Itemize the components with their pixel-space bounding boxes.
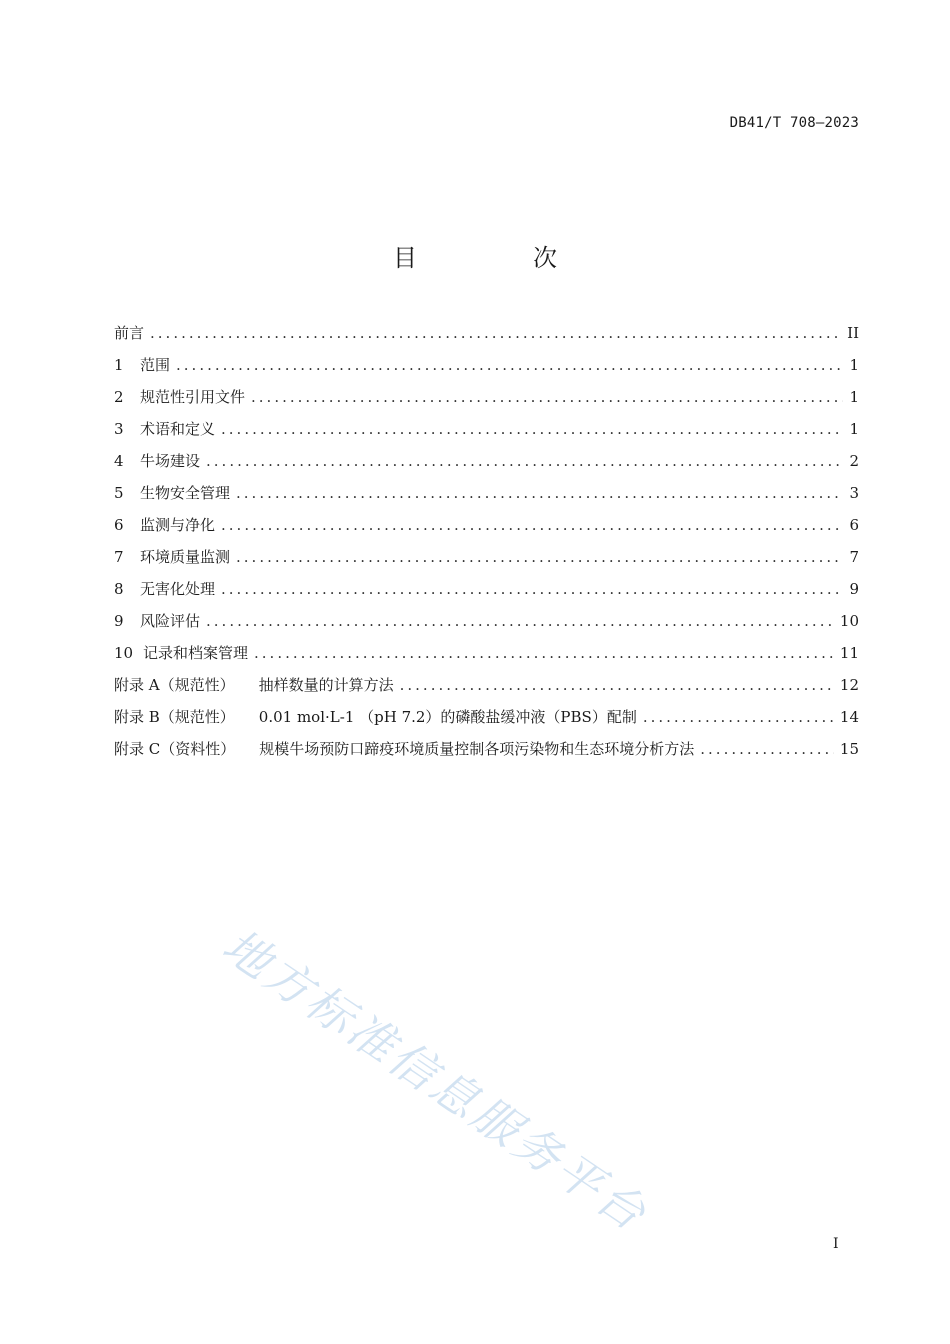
- toc-entry-title: 生物安全管理: [140, 484, 231, 502]
- toc-entry[interactable]: [114, 642, 859, 674]
- toc-entry[interactable]: [114, 738, 859, 770]
- toc-entry[interactable]: [114, 386, 859, 418]
- toc-entry-title: 规模牛场预防口蹄疫环境质量控制各项污染物和生态环境分析方法: [259, 740, 695, 758]
- toc-entry[interactable]: [114, 514, 859, 546]
- toc-entry-number: 10: [114, 644, 134, 662]
- toc-leader-dots: [236, 484, 843, 502]
- toc-entry-page: 12: [839, 676, 859, 694]
- toc-entry-number: 5: [114, 484, 124, 502]
- toc-entry[interactable]: [114, 450, 859, 482]
- toc-leader-dots: [221, 580, 843, 598]
- toc-entry-title: 记录和档案管理: [143, 644, 249, 662]
- page-title: 目 次: [393, 244, 603, 272]
- toc-entry[interactable]: [114, 610, 859, 642]
- toc-entry-page: 1: [849, 388, 859, 406]
- toc-entry-appendix-label: 附录 A（规范性）: [114, 676, 235, 694]
- toc-entry-page: 10: [839, 612, 859, 630]
- toc-entry-number: 6: [114, 516, 124, 534]
- toc-entry-page: 11: [839, 644, 859, 662]
- toc-entry-number: 2: [114, 388, 124, 406]
- toc-entry-page: 3: [849, 484, 859, 502]
- page-number: I: [833, 1236, 839, 1252]
- toc-entry[interactable]: [114, 674, 859, 706]
- toc-entry-page: II: [847, 324, 859, 342]
- toc-entry[interactable]: [114, 482, 859, 514]
- table-of-contents: [114, 322, 859, 770]
- toc-entry-title: 术语和定义: [140, 420, 216, 438]
- toc-leader-dots: [236, 548, 843, 566]
- toc-entry[interactable]: [114, 578, 859, 610]
- toc-entry[interactable]: [114, 322, 859, 354]
- toc-leader-dots: [206, 452, 843, 470]
- toc-entry-title: 监测与净化: [140, 516, 216, 534]
- toc-entry-appendix-label: 附录 C（资料性）: [114, 740, 236, 758]
- toc-entry-title: 环境质量监测: [140, 548, 231, 566]
- toc-leader-dots: [176, 356, 843, 374]
- toc-entry-title: 牛场建设: [140, 452, 201, 470]
- toc-entry-number: 1: [114, 356, 124, 374]
- toc-entry[interactable]: [114, 354, 859, 386]
- toc-entry-number: 8: [114, 580, 124, 598]
- toc-entry-page: 6: [849, 516, 859, 534]
- toc-entry-number: 3: [114, 420, 124, 438]
- toc-entry-page: 7: [849, 548, 859, 566]
- toc-leader-dots: [150, 324, 841, 342]
- toc-entry-title: 0.01 mol·L-1 （pH 7.2）的磷酸盐缓冲液（PBS）配制: [258, 708, 637, 726]
- toc-entry-page: 1: [849, 420, 859, 438]
- toc-entry-page: 15: [839, 740, 859, 758]
- toc-entry[interactable]: [114, 546, 859, 578]
- toc-leader-dots: [254, 644, 834, 662]
- toc-entry-number: 7: [114, 548, 124, 566]
- toc-leader-dots: [251, 388, 843, 406]
- toc-entry[interactable]: [114, 418, 859, 450]
- toc-leader-dots: [643, 708, 834, 726]
- document-code: DB41/T 708—2023: [729, 115, 859, 131]
- toc-leader-dots: [221, 420, 843, 438]
- toc-entry-number: 4: [114, 452, 124, 470]
- toc-leader-dots: [700, 740, 834, 758]
- toc-leader-dots: [400, 676, 834, 694]
- toc-entry-page: 1: [849, 356, 859, 374]
- toc-entry[interactable]: [114, 706, 859, 738]
- watermark: 地方标准信息服务平台: [213, 918, 658, 1243]
- toc-entry-title: 前言: [114, 324, 145, 342]
- toc-entry-title: 范围: [140, 356, 171, 374]
- toc-entry-title: 规范性引用文件: [140, 388, 246, 406]
- toc-entry-title: 无害化处理: [140, 580, 216, 598]
- toc-entry-page: 9: [849, 580, 859, 598]
- toc-leader-dots: [221, 516, 843, 534]
- toc-leader-dots: [206, 612, 834, 630]
- toc-entry-number: 9: [114, 612, 124, 630]
- toc-entry-page: 2: [849, 452, 859, 470]
- toc-entry-appendix-label: 附录 B（规范性）: [114, 708, 235, 726]
- toc-entry-title: 抽样数量的计算方法: [258, 676, 394, 694]
- toc-entry-page: 14: [839, 708, 859, 726]
- toc-entry-title: 风险评估: [140, 612, 201, 630]
